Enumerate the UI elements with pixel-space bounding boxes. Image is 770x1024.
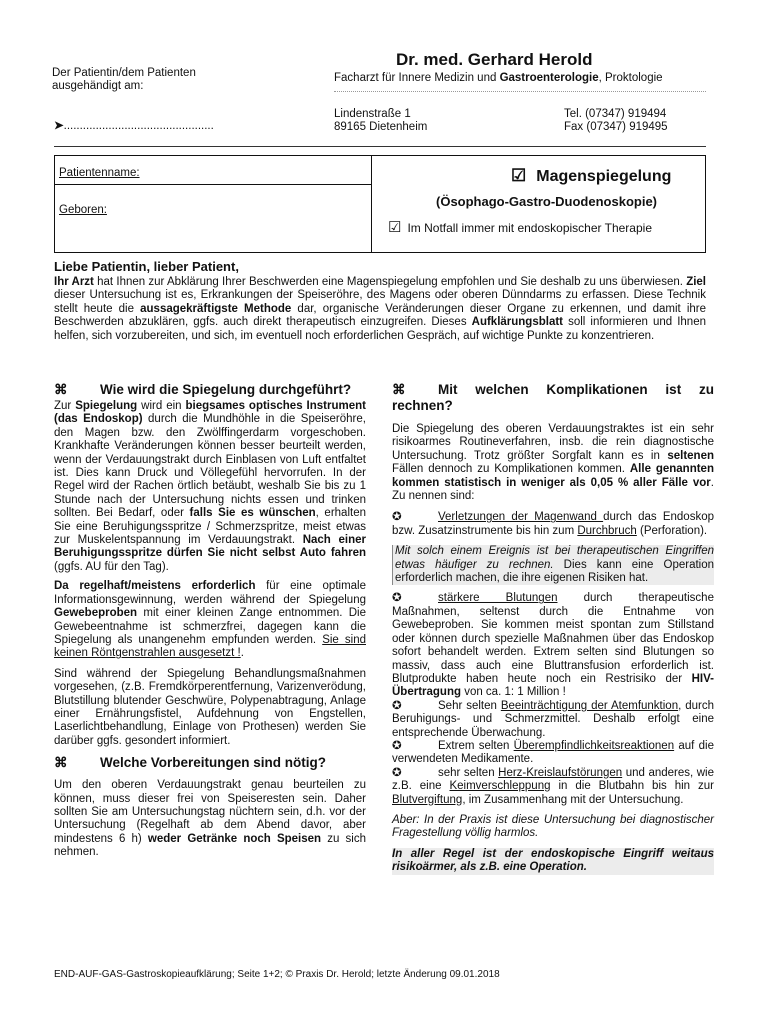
emergency-note: ☑ Im Notfall immer mit endoskopischer Therapie (388, 219, 652, 236)
specialty-rule (334, 91, 706, 92)
complication-cardiovascular: ✪ sehr selten Herz-Kreislaufstörungen und anderes, wie z.B. eine Keimverschleppung in die Blutbahn bis hin zur Blutvergiftung, im Zusammenhang mit der Untersuchung. (392, 766, 714, 806)
command-bullet-icon: ⌘ (54, 382, 68, 397)
intro-paragraph: Ihr Arzt hat Ihnen zur Abklärung Ihrer Beschwerden eine Magenspiegelung empfohlen und Sie deshalb zu uns überwiesen. Ziel dieser Untersuchung ist es, Erkrankungen der Speiseröhre, des Magens oder oberen Dünndarms zu erfassen. Diese Technik stellt heute die aussagekräftigste Methode dar, organische Veränderungen dieser Organe zu erkennen, und damit ihre Beschwerden abzuklären, ggfs. auch direkt therapeutisch einzugreifen. Dieses Aufklärungsblatt soll informieren und Ihnen helfen, sich vorzubereiten, und sich, im eventuell noch erforderlichen Gespräch, auf wichtige Punkte zu konzentrieren. (54, 276, 707, 342)
complications-intro: Die Spiegelung des oberen Verdauungstraktes ist ein sehr risikoarmes Routineverfahren, insb. die rein diagnostische Untersuchung. Trotz größter Sorgfalt kann es in seltenen Fällen dennoch zu Komplikationen kommen. Alle genannten kommen statistisch in weniger als 0,05 % aller Fälle vor. Zu nennen sind: (392, 423, 714, 503)
doctor-name: Dr. med. Gerhard Herold (396, 50, 593, 69)
circle-bullet-icon: ✪ (392, 592, 402, 605)
box-divider (371, 156, 372, 252)
biopsy-paragraph: Da regelhaft/meistens erforderlich für eine optimale Informationsgewinnung, werden während der Spiegelung Gewebeproben mit einer kleinen Zange entnommen. Die Gewebeentnahme ist schmerzfrei, dagegen kann die Spiegelung als unangenehm empfunden werden. Sie sind keinen Röntgenstrahlen ausgesetzt !. (54, 580, 366, 660)
harmless-note: Aber: In der Praxis ist diese Untersuchung bei diagnostischer Fragestellung völlig harmlos. (392, 813, 714, 840)
header-rule (54, 146, 706, 147)
section-heading-complications: ⌘ Mit welchen Komplikationen ist zu rechnen? (392, 382, 714, 413)
section-heading-procedure: ⌘ Wie wird die Spiegelung durchgeführt? (54, 382, 352, 397)
arrow-right-icon: ➤ (54, 120, 64, 132)
treatment-paragraph: Sind während der Spiegelung Behandlungsmaßnahmen vorgesehen, (z.B. Fremdkörperentfernung, Varizenverödung, Blutstillung blutender Geschwüre, Polypenabtragung, Anlage einer Ernährungsfistel, Aufdehnung von Engstellen, Laserlichtbehandlung, Einlage von Prothesen) werden Sie darüber ggfs. gesondert informiert. (54, 667, 366, 747)
address: Lindenstraße 1 89165 Dietenheim (334, 108, 428, 133)
date-field[interactable]: ➤............................................... (54, 120, 214, 132)
circle-bullet-icon: ✪ (392, 511, 402, 524)
patient-box (54, 155, 706, 253)
complication-bleeding: ✪ stärkere Blutungen durch therapeutische Maßnahmen, seltenst durch die Entnahme von Gewebeproben. Sie kommen meist spontan zum Stillstand oder können durch spezielle Maßnahmen über das Endoskop sofort behandelt werden. Extrem selten sind Blutungen so massiv, dass auch eine Bluttransfusion erforderlich ist. Blutprodukte haben heute noch ein Restrisiko der HIV-Übertragung von ca. 1: 1 Million ! (392, 592, 714, 699)
greeting: Liebe Patientin, lieber Patient, (54, 259, 239, 274)
patient-name-label: Patientenname: (59, 167, 140, 179)
left-column (54, 382, 366, 860)
circle-bullet-icon: ✪ (392, 699, 402, 712)
footer: END-AUF-GAS-Gastroskopieaufklärung; Seite 1+2; © Praxis Dr. Herold; letzte Änderung 09.01.2018 (54, 969, 500, 980)
right-column (392, 382, 714, 875)
circle-bullet-icon: ✪ (392, 739, 402, 752)
complication-perforation: ✪ Verletzungen der Magenwand durch das Endoskop bzw. Zusatzinstrumente bis hin zum Durchbruch (Perforation). (392, 511, 714, 537)
phone-fax: Tel. (07347) 919494 Fax (07347) 919495 (564, 108, 668, 133)
risk-comparison-note: In aller Regel ist der endoskopische Eingriff weitaus risikoärmer, als z.B. eine Operation. (392, 847, 714, 874)
handed-out-label: Der Patientin/dem Patienten ausgehändigt am: (52, 67, 196, 92)
command-bullet-icon: ⌘ (54, 755, 68, 771)
circle-bullet-icon: ✪ (392, 766, 402, 779)
checkbox-checked-icon: ☑ (511, 166, 527, 185)
doctor-specialty: Facharzt für Innere Medizin und Gastroenterologie, Proktologie (334, 72, 663, 84)
command-bullet-icon: ⌘ (392, 382, 406, 397)
complication-respiration: ✪ Sehr selten Beeinträchtigung der Atemfunktion, durch Beruhigungs- und Schmerzmittel. Deshalb erfolgt eine entsprechende Überwachung. (392, 699, 714, 739)
section-heading-preparation: ⌘ Welche Vorbereitungen sind nötig? (54, 755, 327, 771)
checkbox-checked-icon: ☑ (388, 219, 402, 236)
name-field-line (55, 184, 371, 185)
exam-subtitle: (Ösophago-Gastro-Duodenoskopie) (436, 194, 657, 209)
preparation-paragraph: Um den oberen Verdauungstrakt genau beurteilen zu können, muss dieser frei von Speiseresten sein. Daher sollten Sie am Untersuchungstag nüchtern sein, d.h. vor der Untersuchung (Regelhaft ab dem Abend davor, aber mindestens 6 h) weder Getränke noch Speisen zu sich nehmen. (54, 779, 366, 859)
procedure-paragraph: Zur Spiegelung wird ein biegsames optisches Instrument (das Endoskop) durch die Mundhöhle in die Speiseröhre, den Magen bzw. den Zwölffingerdarm vorgeschoben. Krankhafte Veränderungen können besser beurteilt werden, wenn der Verdauungstrakt durch Einblasen von Luft entfaltet ist. Dies kann Druck und Völlegefühl hervorrufen. In der Regel wird der Rachen örtlich betäubt, weshalb Sie bis zu 1 Stunde nach der Untersuchung nichts essen und trinken sollten. Bei Bedarf, oder falls Sie es wünschen, erhalten Sie eine Beruhigungsspritze / Schmerzspritze, meist etwas zur Muskelentspannung im Verdauungstrakt. Nach einer Beruhigungsspritze dürfen Sie nicht selbst Auto fahren (ggfs. AU für den Tag). (54, 400, 366, 573)
complication-allergy: ✪ Extrem selten Überempfindlichkeitsreaktionen auf die verwendeten Medikamente. (392, 739, 714, 766)
exam-title: ☑ Magenspiegelung (511, 166, 672, 185)
perforation-note: Mit solch einem Ereignis ist bei therapeutischen Eingriffen etwas häufiger zu rechnen. Dies kann eine Operation erforderlich machen, die ihre eigenen Risiken hat. (392, 545, 714, 585)
born-label: Geboren: (59, 204, 107, 216)
